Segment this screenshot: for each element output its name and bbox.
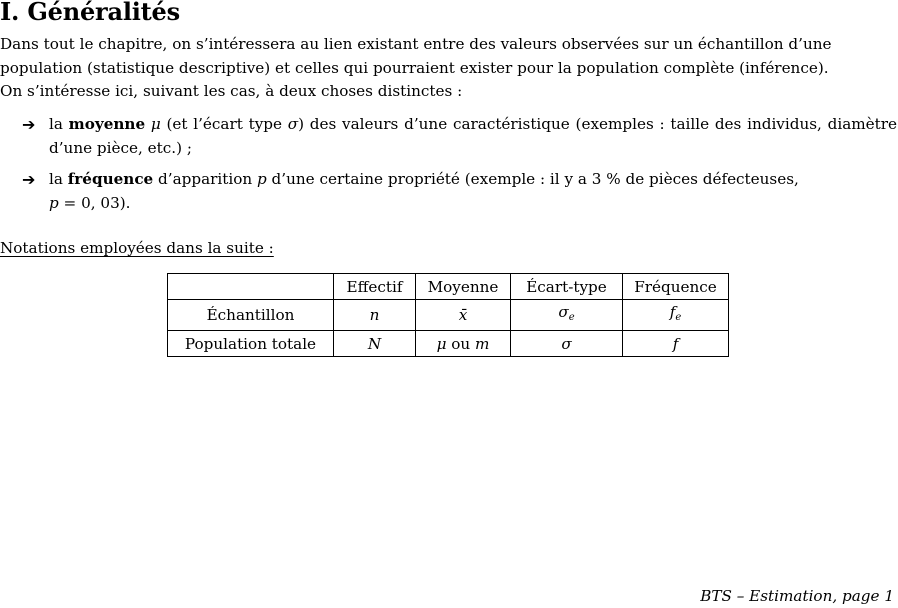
- bullet-text: = 0, 03).: [58, 193, 131, 212]
- notations-title: Notations employées dans la suite :: [0, 239, 274, 257]
- table-cell: [511, 300, 623, 331]
- math-subscript: e: [568, 312, 575, 323]
- math-symbol: p: [257, 170, 267, 188]
- table-row: [168, 331, 729, 357]
- table-header-cell: Fréquence: [623, 274, 729, 300]
- math-symbol: μ: [436, 334, 447, 353]
- table-header-cell: Écart-type: [511, 274, 623, 300]
- bullet-list: [0, 113, 897, 215]
- math-symbol: m: [475, 334, 490, 353]
- bullet-moyenne: [0, 113, 897, 160]
- math-symbol: p: [49, 193, 59, 212]
- table-cell: [416, 331, 511, 357]
- table-header-row: [168, 274, 729, 300]
- bullet-text: ) des valeurs d’une caractéristique (exemples : taille des individus, diamètre d’une pièce, etc.) ;: [49, 115, 897, 157]
- intro-paragraph: [0, 33, 897, 104]
- bullet-text: d’apparition: [153, 170, 257, 188]
- row-label: Population totale: [168, 331, 334, 357]
- bullet-text: (et l’écart type: [160, 115, 288, 133]
- bullet-frequence: [0, 168, 897, 215]
- bullet-keyword: fréquence: [67, 170, 154, 188]
- table-cell: f: [623, 331, 729, 357]
- table-row: [168, 300, 729, 331]
- math-symbol: μ: [150, 115, 161, 133]
- notations-table: [167, 273, 729, 357]
- table-cell: n: [334, 300, 416, 331]
- table-cell: σ: [511, 331, 623, 357]
- table-header-cell: Moyenne: [416, 274, 511, 300]
- page-footer: BTS – Estimation, page 1: [700, 587, 894, 605]
- arrow-bullet-icon: ➔: [22, 170, 36, 189]
- table-cell: x̄: [416, 300, 511, 331]
- intro-line-2: population (statistique descriptive) et celles qui pourraient exister pour la population complète (inférence).: [0, 58, 829, 77]
- math-symbol: σ: [558, 303, 569, 321]
- section-heading: I. Généralités: [0, 0, 180, 26]
- arrow-bullet-icon: ➔: [22, 115, 36, 134]
- row-label: Échantillon: [168, 300, 334, 331]
- bullet-text: la: [49, 170, 68, 188]
- table-header-cell: [168, 274, 334, 300]
- table-cell: [623, 300, 729, 331]
- math-symbol: f: [669, 303, 676, 321]
- math-symbol: σ: [287, 115, 299, 133]
- bullet-keyword: moyenne: [68, 115, 146, 133]
- table-cell: N: [334, 331, 416, 357]
- bullet-text: d’une certaine propriété (exemple : il y a 3 % de pièces défecteuses,: [266, 170, 799, 188]
- intro-line-3: On s’intéresse ici, suivant les cas, à deux choses distinctes :: [0, 82, 463, 100]
- table-header-cell: Effectif: [334, 274, 416, 300]
- math-subscript: e: [675, 312, 682, 323]
- bullet-text: la: [49, 115, 69, 133]
- cell-text: ou: [446, 334, 476, 353]
- intro-line-1: Dans tout le chapitre, on s’intéressera au lien existant entre des valeurs observées sur un échantillon d’une: [0, 35, 832, 53]
